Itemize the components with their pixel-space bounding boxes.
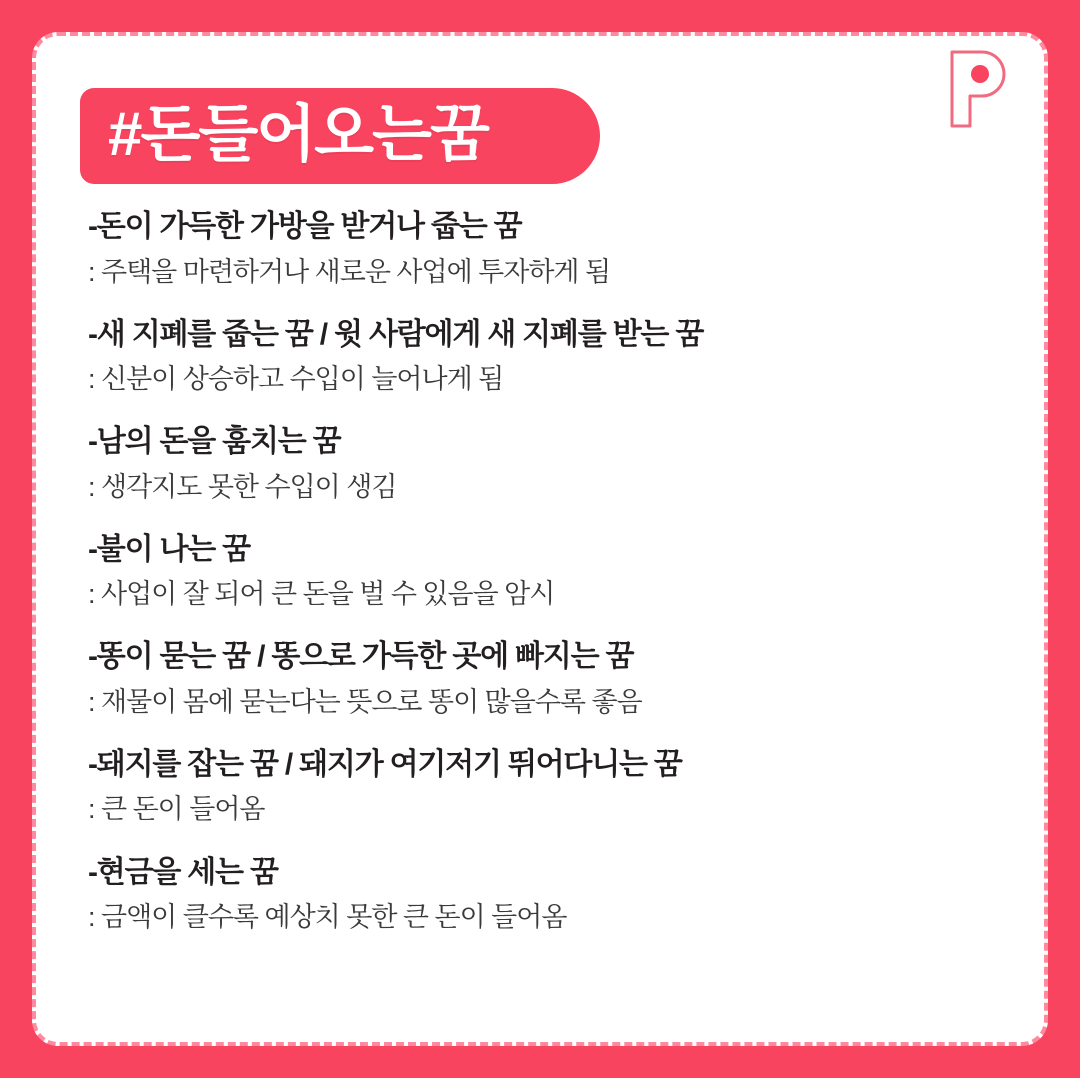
list-item (88, 531, 1004, 613)
list-item (88, 854, 1004, 936)
entry-description: : 주택을 마련하거나 새로운 사업에 투자하게 됨 (88, 256, 611, 287)
entry-description: : 사업이 잘 되어 큰 돈을 벌 수 있음을 암시 (88, 579, 555, 610)
list-item (88, 423, 1004, 505)
list-item (88, 746, 1004, 828)
info-card (32, 32, 1048, 1046)
entry-description: : 재물이 몸에 묻는다는 뜻으로 똥이 많을수록 좋음 (88, 686, 642, 717)
list-item (88, 208, 1004, 290)
entry-heading: -불이 나는 꿈 (88, 532, 250, 566)
entry-heading: -현금을 세는 꿈 (88, 855, 278, 889)
entry-description: : 신분이 상승하고 수입이 늘어나게 됨 (88, 364, 504, 395)
list-item (88, 316, 1004, 398)
entry-list (88, 208, 1004, 935)
p-logo-icon (932, 46, 1018, 132)
page-title: #돈들어오는꿈 (108, 99, 488, 169)
list-item (88, 638, 1004, 720)
entry-heading: -돼지를 잡는 꿈 / 돼지가 여기저기 뛰어다니는 꿈 (88, 747, 682, 781)
entry-heading: -남의 돈을 훔치는 꿈 (88, 425, 341, 459)
entry-heading: -돈이 가득한 가방을 받거나 줍는 꿈 (88, 210, 522, 243)
title-banner (80, 88, 600, 184)
entry-description: : 생각지도 못한 수입이 생김 (88, 471, 397, 502)
entry-heading: -새 지폐를 줍는 꿈 / 윗 사람에게 새 지폐를 받는 꿈 (88, 317, 704, 351)
entry-description: : 큰 돈이 들어옴 (88, 794, 265, 825)
entry-heading: -똥이 묻는 꿈 / 똥으로 가득한 곳에 빠지는 꿈 (88, 640, 634, 674)
entry-description: : 금액이 클수록 예상치 못한 큰 돈이 들어옴 (88, 902, 567, 933)
